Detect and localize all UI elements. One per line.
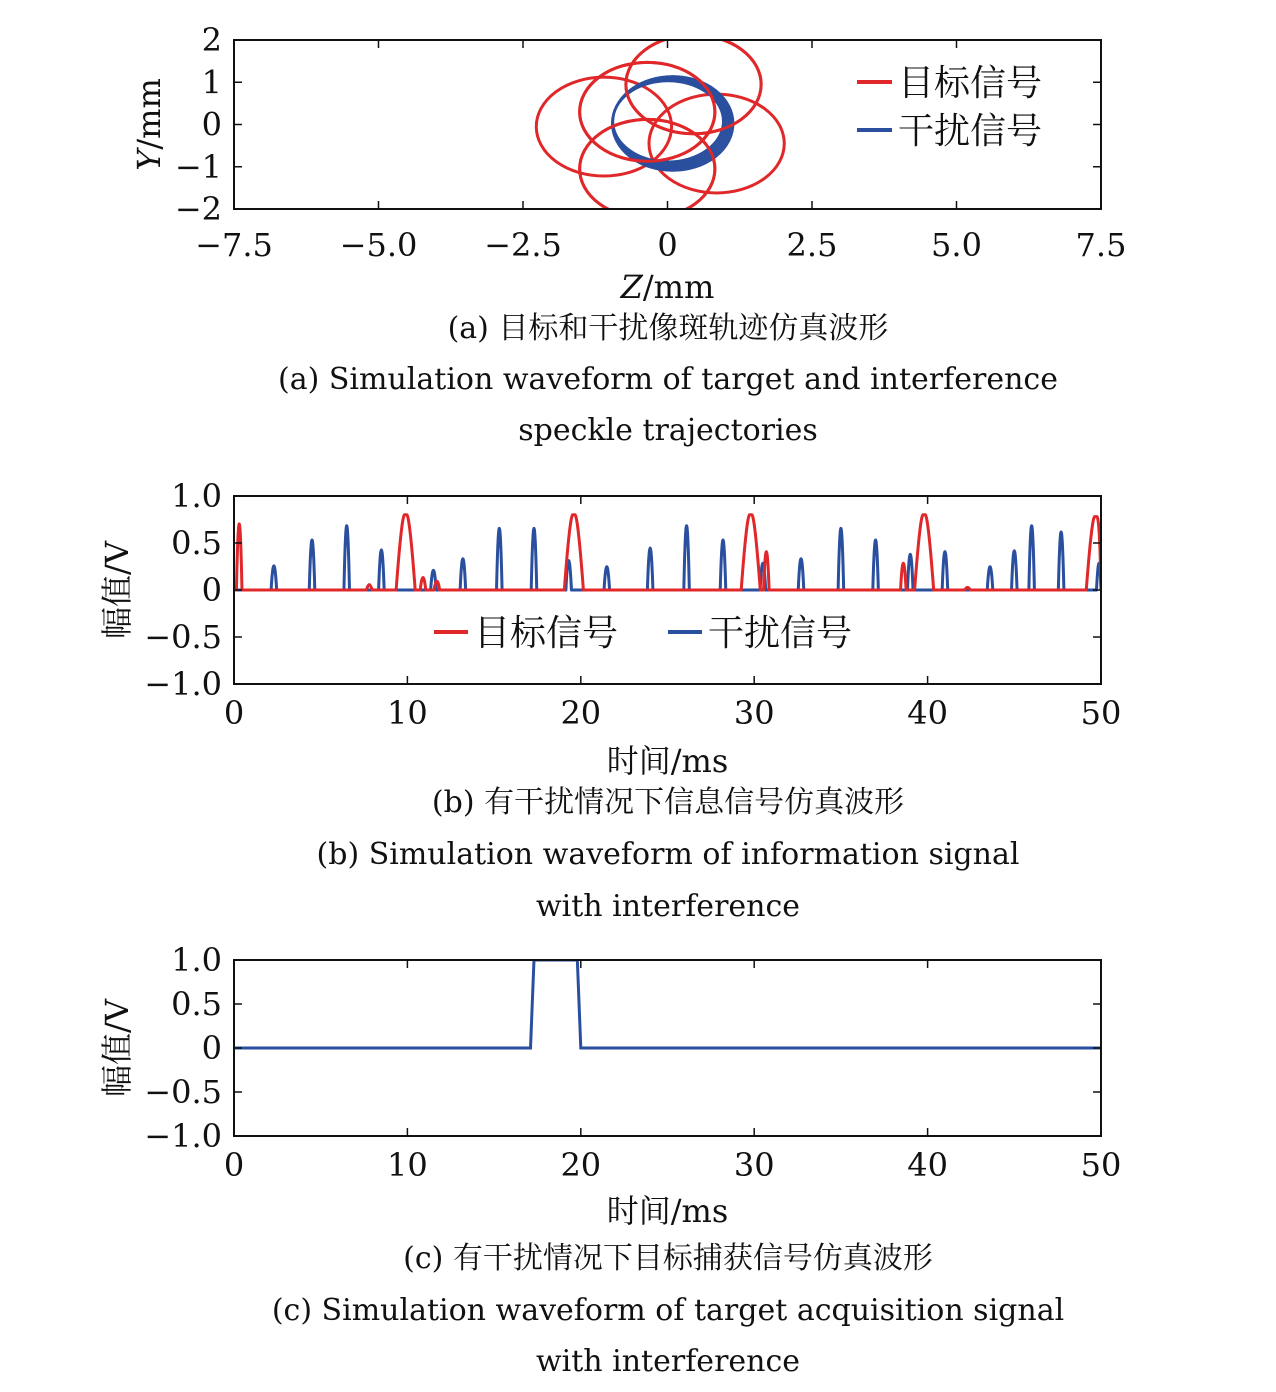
target-trajectory-overlay-3: [580, 119, 715, 218]
interference-signal-line: [234, 526, 1101, 590]
caption-en-line: (b) Simulation waveform of information signal: [316, 837, 1020, 872]
y-tick-label: 0: [201, 571, 222, 609]
acquisition-signal-line: [234, 960, 1101, 1048]
y-tick-label: 0: [201, 105, 222, 144]
x-tick-label: 40: [907, 1146, 948, 1184]
x-tick-label: 30: [733, 694, 775, 732]
y-axis-label: 幅值/V: [98, 999, 136, 1097]
y-tick-label: −1.0: [144, 665, 222, 703]
y-tick-label: 0: [201, 1029, 222, 1067]
plot-area: [234, 960, 1101, 1048]
caption-en-line: speckle trajectories: [518, 413, 818, 448]
caption-cn: (a) 目标和干扰像斑轨迹仿真波形: [447, 311, 889, 346]
legend-label: 目标信号: [898, 63, 1043, 104]
x-tick-label: 20: [560, 694, 602, 732]
x-tick-label: 30: [733, 1146, 775, 1184]
plot-area: [234, 515, 1101, 590]
legend-label: 目标信号: [474, 613, 619, 654]
target-signal-line: [234, 515, 1101, 590]
y-tick-label: −2: [174, 190, 222, 228]
target-trajectory-overlay-5: [580, 62, 715, 161]
x-tick-label: 0: [223, 694, 245, 732]
y-tick-label: −1.0: [144, 1117, 222, 1155]
y-tick-label: 2: [201, 21, 222, 59]
caption-en-line: with interference: [535, 889, 801, 924]
y-tick-label: 1.0: [171, 477, 222, 515]
x-tick-label: 20: [560, 1146, 602, 1184]
x-tick-label: 10: [387, 694, 428, 732]
y-tick-label: 1.0: [171, 941, 222, 979]
x-tick-label: −7.5: [195, 226, 273, 264]
x-tick-label: 10: [387, 1146, 428, 1184]
y-tick-label: 0.5: [171, 524, 222, 562]
caption-cn: (c) 有干扰情况下目标捕获信号仿真波形: [403, 1241, 933, 1276]
y-tick-label: −0.5: [144, 618, 222, 656]
x-tick-label: 40: [907, 694, 948, 732]
x-tick-label: −2.5: [484, 226, 562, 264]
x-tick-label: 5.0: [931, 226, 982, 264]
y-axis-label-unit: /mm: [130, 78, 168, 150]
x-axis-label-unit: /mm: [642, 268, 715, 306]
x-axis-label: 时间/ms: [606, 742, 729, 780]
y-axis-label: [130, 78, 168, 171]
x-axis-label: [620, 268, 715, 306]
x-tick-label: 0: [223, 1146, 245, 1184]
legend-label: 干扰信号: [898, 111, 1043, 152]
legend-label: 干扰信号: [708, 613, 853, 654]
caption-en-line: (c) Simulation waveform of target acquisition signal: [271, 1293, 1065, 1328]
x-tick-label: 2.5: [786, 226, 838, 264]
caption-en-line: (a) Simulation waveform of target and interference: [278, 362, 1058, 397]
y-axis-label: 幅值/V: [98, 541, 136, 639]
x-tick-label: 50: [1080, 1146, 1122, 1184]
x-axis-label: 时间/ms: [606, 1192, 729, 1230]
y-tick-label: −0.5: [144, 1073, 222, 1111]
y-tick-label: 0.5: [171, 985, 222, 1023]
x-tick-label: 0: [657, 226, 678, 264]
caption-cn: (b) 有干扰情况下信息信号仿真波形: [431, 785, 905, 820]
y-axis-label-var: Y: [130, 149, 168, 171]
caption-en-line: with interference: [535, 1344, 801, 1379]
chart-a: [130, 21, 1126, 448]
x-tick-label: 7.5: [1075, 226, 1127, 264]
x-tick-label: 50: [1080, 694, 1122, 732]
chart-b: [98, 477, 1121, 924]
chart-c: [98, 941, 1121, 1379]
plot-area: [536, 35, 784, 218]
y-tick-label: 1: [201, 63, 222, 102]
x-tick-label: −5.0: [339, 226, 418, 264]
x-axis-label-var: Z: [620, 268, 643, 306]
y-tick-label: −1: [174, 147, 222, 186]
